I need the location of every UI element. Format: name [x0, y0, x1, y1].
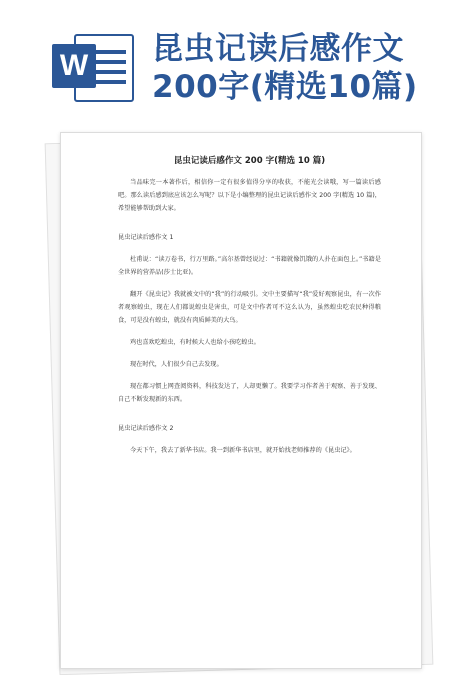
paragraph: 现在时代，人们很少自己去发现。 [130, 361, 223, 368]
document-title: 昆虫记读后感作文 200 字(精选 10 篇) [173, 156, 326, 166]
paragraph: 鸡也喜欢吃蝗虫，有时候大人也给小孩吃蝗虫。 [130, 339, 260, 346]
text-line-shape [92, 80, 126, 84]
paragraph: 杜甫说：“读万卷书，行万里路。”高尔基曾经说过：“书籍就像饥饿的人扑在面包上。”书籍是全世界的营养品(莎士比亚)。 [118, 256, 381, 276]
document-page [60, 132, 422, 669]
section-heading-1: 昆虫记读后感作文 1 [118, 234, 174, 241]
word-document-icon [52, 30, 136, 106]
header [0, 0, 474, 120]
paragraph: 现在都习惯上网查阅资料，科技发达了，人却更懒了。我要学习作者善于观察、善于发现、自己不断发现新的东西。 [118, 383, 381, 403]
section-heading-2: 昆虫记读后感作文 2 [118, 425, 174, 432]
text-line-shape [92, 70, 126, 74]
intro-paragraph: 当品味完一本著作后，相信你一定有很多值得分享的收获，不能光会读哦，写一篇读后感吧。那么读后感到底应该怎么写呢？以下是小编整理的昆虫记读后感作文 200 字(精选 10 篇)，希望能够帮助到大家。 [118, 179, 381, 212]
paragraph: 今天下午，我去了新华书店。我一到新华书店里，就开始找老师推荐的《昆虫记》。 [130, 447, 356, 454]
title-line-2: 200字(精选10篇) [152, 69, 418, 105]
text-line-shape [92, 60, 126, 64]
title-line-1: 昆虫记读后感作文 [152, 31, 404, 67]
page-title [152, 30, 462, 106]
word-logo-letter: W [52, 44, 96, 88]
text-line-shape [92, 50, 126, 54]
paragraph: 翻开《昆虫记》我就被文中的“我”的行动吸引。文中主要描写“我”爱好观察昆虫，有一次作者观察蝗虫，现在人们都说蝗虫是害虫，可是文中作者可不这么认为，虽然蝗虫吃农民种得粮食，可是没有蝗虫，就没有肉质鲜美的大鸟。 [118, 291, 381, 324]
